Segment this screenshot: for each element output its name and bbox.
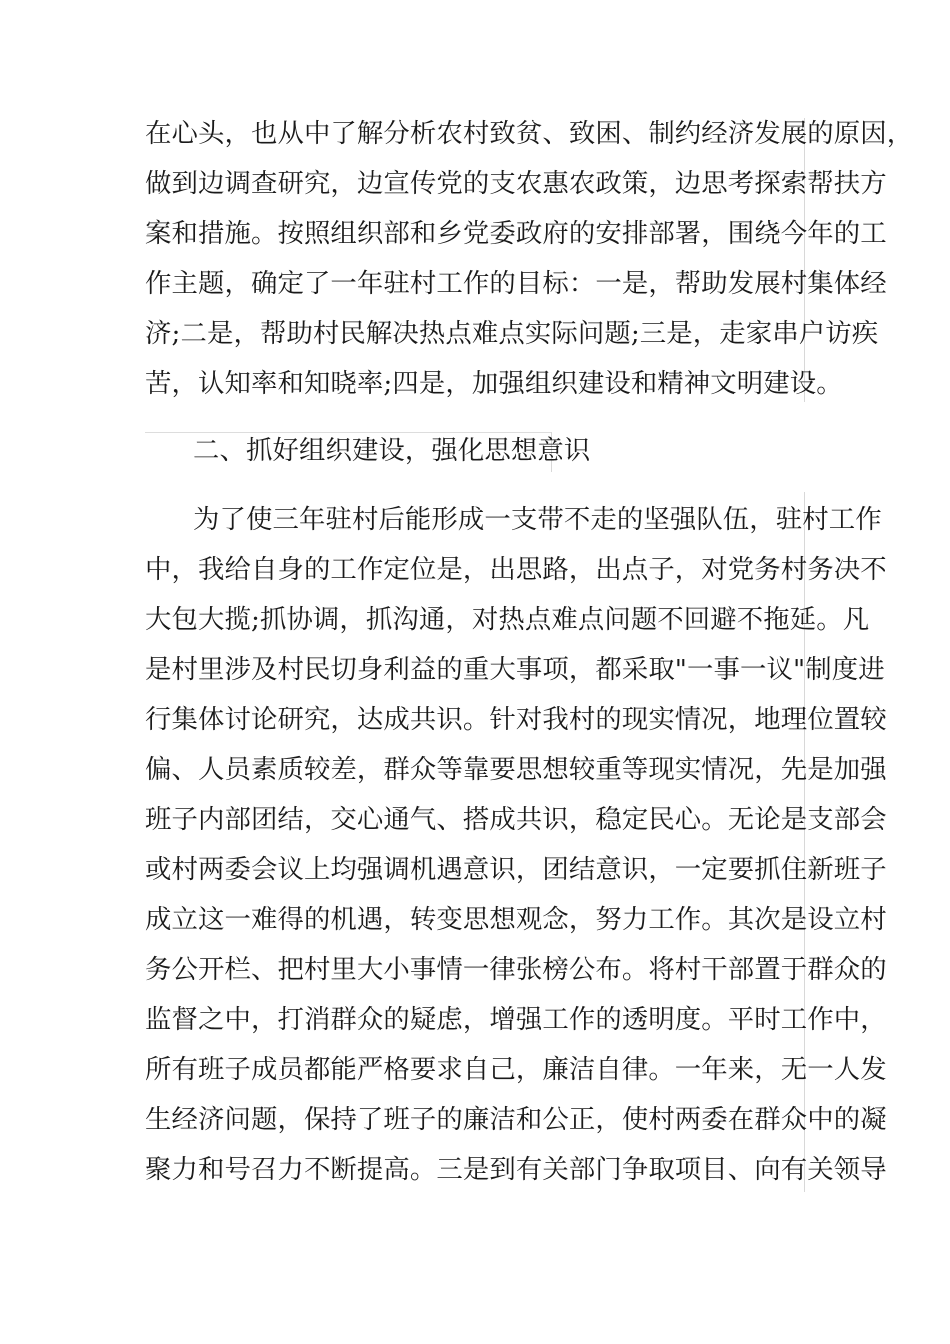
section-heading: 二、抓好组织建设，强化思想意识 bbox=[193, 435, 591, 466]
text-line: 大包大揽;抓协调，抓沟通，对热点难点问题不回避不拖延。凡 bbox=[145, 604, 870, 635]
text-line: 所有班子成员都能严格要求自己，廉洁自律。一年来，无一人发 bbox=[145, 1054, 887, 1085]
text-line: 监督之中，打消群众的疑虑，增强工作的透明度。平时工作中， bbox=[145, 1004, 887, 1035]
text-line: 案和措施。按照组织部和乡党委政府的安排部署，围绕今年的工 bbox=[145, 218, 887, 249]
text-line: 中，我给自身的工作定位是，出思路，出点子，对党务村务决不 bbox=[145, 554, 887, 585]
text-line: 或村两委会议上均强调机遇意识，团结意识，一定要抓住新班子 bbox=[145, 854, 887, 885]
right-border-rule bbox=[804, 118, 805, 402]
text-line: 行集体讨论研究，达成共识。针对我村的现实情况，地理位置较 bbox=[145, 704, 887, 735]
text-line: 务公开栏、把村里大小事情一律张榜公布。将村干部置于群众的 bbox=[145, 954, 887, 985]
text-line: 偏、人员素质较差，群众等靠要思想较重等现实情况，先是加强 bbox=[145, 754, 887, 785]
text-line: 做到边调查研究，边宣传党的支农惠农政策，边思考探索帮扶方 bbox=[145, 168, 887, 199]
text-line: 成立这一难得的机遇，转变思想观念，努力工作。其次是设立村 bbox=[145, 904, 887, 935]
text-line: 在心头，也从中了解分析农村致贫、致困、制约经济发展的原因， bbox=[145, 118, 914, 149]
text-line: 济;二是，帮助村民解决热点难点实际问题;三是，走家串户访疾 bbox=[145, 318, 879, 349]
text-line: 生经济问题，保持了班子的廉洁和公正，使村两委在群众中的凝 bbox=[145, 1104, 887, 1135]
text-line: 聚力和号召力不断提高。三是到有关部门争取项目、向有关领导 bbox=[145, 1154, 887, 1185]
text-line: 为了使三年驻村后能形成一支带不走的坚强队伍，驻村工作 bbox=[193, 504, 882, 535]
text-line: 班子内部团结，交心通气、搭成共识，稳定民心。无论是支部会 bbox=[145, 804, 887, 835]
text-line: 作主题，确定了一年驻村工作的目标：一是，帮助发展村集体经 bbox=[145, 268, 887, 299]
text-line: 苦，认知率和知晓率;四是，加强组织建设和精神文明建设。 bbox=[145, 368, 843, 399]
text-line: 是村里涉及村民切身利益的重大事项，都采取"一事一议"制度进 bbox=[145, 654, 885, 685]
